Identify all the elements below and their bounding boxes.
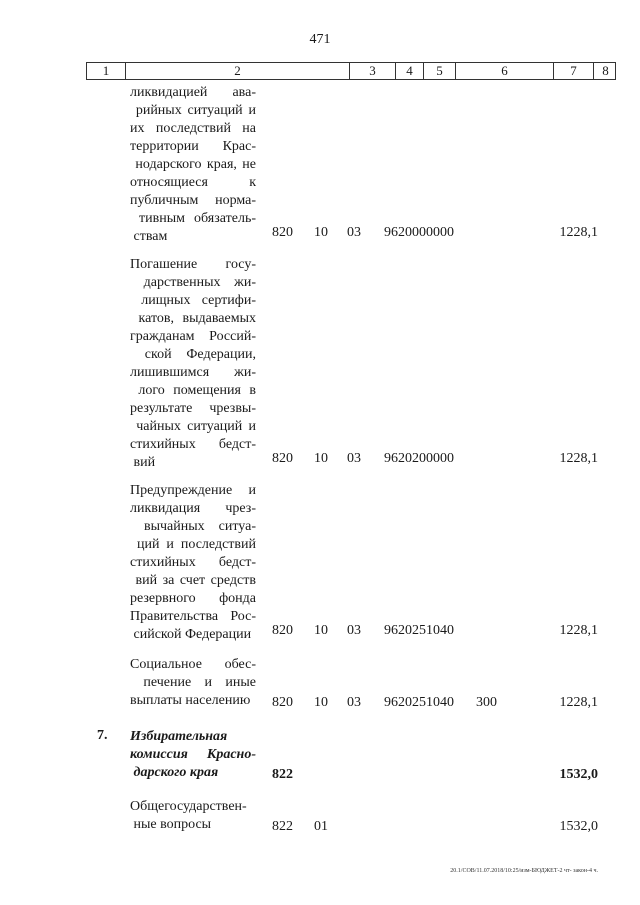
row-col-3: 820: [272, 695, 293, 710]
row-name: Общегосударствен- ные вопросы: [130, 799, 247, 832]
row-col-3: 822: [272, 819, 293, 834]
row-col-8: 1228,1: [559, 225, 598, 240]
row-col-3: 820: [272, 623, 293, 638]
page-number: 471: [309, 32, 331, 47]
row-col-8: 1532,0: [559, 767, 598, 782]
row-col-8: 1228,1: [559, 451, 598, 466]
row-col-3: 820: [272, 225, 293, 240]
row-col-4: 10: [314, 623, 328, 638]
section-number: 7.: [97, 728, 108, 743]
header-col-1: 1: [102, 63, 110, 78]
row-col-8: 1228,1: [559, 695, 598, 710]
table-row-section: [0, 728, 640, 784]
row-col-4: 10: [314, 451, 328, 466]
header-col-4: 4: [395, 63, 423, 79]
row-col-8: 1532,0: [559, 819, 598, 834]
header-col-3: 3: [349, 63, 395, 79]
row-col-5: 03: [347, 225, 361, 240]
row-col-4: 01: [314, 819, 328, 834]
header-col-8: 8: [593, 63, 617, 79]
row-col-6: 9620251040: [384, 695, 454, 710]
row-name: Избирательная комиссия Красно- дарского края: [130, 729, 256, 780]
row-col-3: 820: [272, 451, 293, 466]
row-name: ликвидацией ава- рийных ситуаций и их последствий на территории Крас- нодарского края, не относящиеся к публичным норма- тивным обязатель- ствам: [130, 85, 256, 244]
row-col-6: 9620200000: [384, 451, 454, 466]
table-header: [86, 62, 616, 80]
footer-note: 20.1/СОВ/11.07.2018/10:25/изм-БЮДЖЕТ-2 чт- закон-4 ч.: [450, 868, 598, 874]
row-name: Погашение госу- дарственных жи- лищных сертифи- катов, выдаваемых гражданам Россий- ской Федерации, лишившимся жи- лого помещения в результате чрезвы- чайных ситуаций и стихийных бедст- вий: [130, 257, 256, 470]
row-name: Предупреждение и ликвидация чрез- вычайных ситуа- ций и последствий стихийных бедст- вий за счет средств резервного фонда Правительства Рос- сийской Федерации: [130, 483, 256, 642]
row-col-7: 300: [476, 695, 497, 710]
row-col-5: 03: [347, 451, 361, 466]
row-col-6: 9620251040: [384, 623, 454, 638]
table-row: [0, 482, 640, 640]
table-row: [0, 798, 640, 836]
row-col-3: 822: [272, 767, 293, 782]
row-col-5: 03: [347, 623, 361, 638]
row-name: Социальное обес- печение и иные выплаты населению: [130, 657, 256, 708]
row-col-4: 10: [314, 695, 328, 710]
table-row: [0, 656, 640, 712]
row-col-4: 10: [314, 225, 328, 240]
header-col-5: 5: [423, 63, 455, 79]
row-col-5: 03: [347, 695, 361, 710]
row-col-6: 9620000000: [384, 225, 454, 240]
header-col-2: 2: [125, 63, 349, 79]
header-col-7: 7: [553, 63, 593, 79]
row-col-8: 1228,1: [559, 623, 598, 638]
table-row: [0, 256, 640, 468]
table-row: [0, 84, 640, 242]
header-col-6: 6: [455, 63, 553, 79]
